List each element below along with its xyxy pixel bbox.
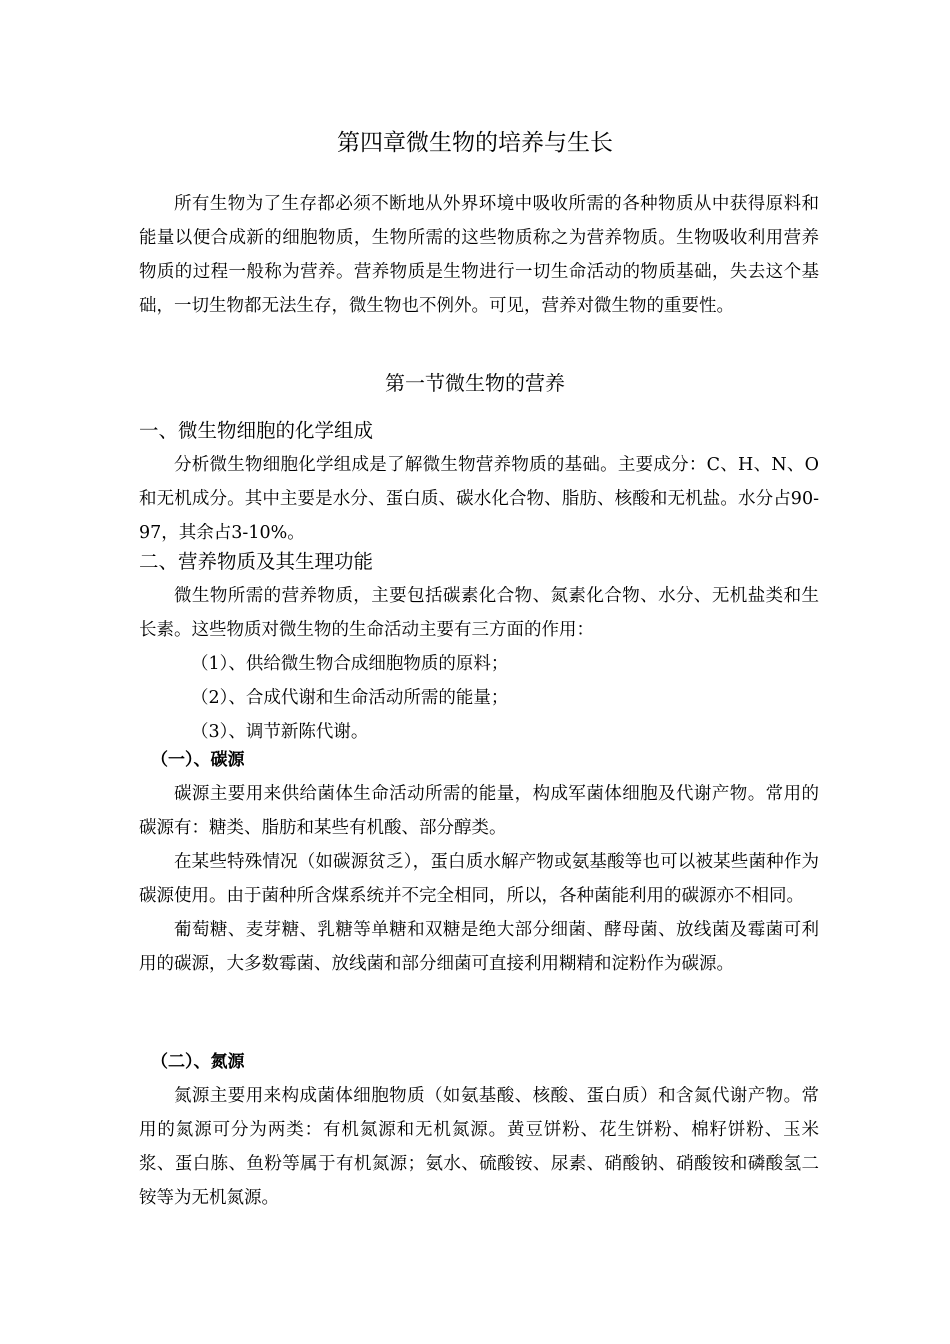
nitrogen-paragraph: 氮源主要用来构成菌体细胞物质（如氨基酸、核酸、蛋白质）和含氮代谢产物。常用的氮源可分为两类：有机氮源和无机氮源。黄豆饼粉、花生饼粉、棉籽饼粉、玉米浆、蛋白胨、鱼粉等属于有机氮源；氨水、硫酸铵、尿素、硝酸钠、硝酸铵和磷酸氢二铵等为无机氮源。 bbox=[139, 1086, 819, 1208]
nitrogen-heading: （二）、氮源 bbox=[151, 1052, 245, 1072]
part1-heading: 一、微生物细胞的化学组成 bbox=[139, 419, 374, 442]
part2-heading: 二、营养物质及其生理功能 bbox=[139, 550, 374, 573]
part2-paragraph: 微生物所需的营养物质，主要包括碳素化合物、氮素化合物、水分、无机盐类和生长素。这些物质对微生物的生命活动主要有三方面的作用： bbox=[139, 586, 819, 640]
function-item: （1）、供给微生物合成细胞物质的原料； bbox=[191, 654, 509, 674]
carbon-paragraph-1: 碳源主要用来供给菌体生命活动所需的能量，构成军菌体细胞及代谢产物。常用的碳源有：糖类、脂肪和某些有机酸、部分醇类。 bbox=[139, 784, 819, 838]
part2-block bbox=[139, 545, 819, 749]
carbon-paragraph-3: 葡萄糖、麦芽糖、乳糖等单糖和双糖是绝大部分细菌、酵母菌、放线菌及霉菌可利用的碳源，大多数霉菌、放线菌和部分细菌可直接利用糊精和淀粉作为碳源。 bbox=[139, 920, 819, 974]
carbon-paragraph-2: 在某些特殊情况（如碳源贫乏），蛋白质水解产物或氨基酸等也可以被某些菌种作为碳源使用。由于菌种所含煤系统并不完全相同，所以，各种菌能利用的碳源亦不相同。 bbox=[139, 852, 819, 906]
part1-paragraph: 分析微生物细胞化学组成是了解微生物营养物质的基础。主要成分：C、H、N、O和无机成分。其中主要是水分、蛋白质、碳水化合物、脂肪、核酸和无机盐。水分占90-97，其余占3-10%。 bbox=[139, 455, 819, 543]
function-item: （2）、合成代谢和生命活动所需的能量； bbox=[191, 688, 509, 708]
carbon-heading: （一）、碳源 bbox=[151, 750, 245, 770]
chapter-title: 第四章微生物的培养与生长 bbox=[337, 130, 613, 156]
intro-paragraph: 所有生物为了生存都必须不断地从外界环境中吸收所需的各种物质从中获得原料和能量以便合成新的细胞物质，生物所需的这些物质称之为营养物质。生物吸收利用营养物质的过程一般称为营养。营养物质是生物进行一切生命活动的物质基础，失去这个基础，一切生物都无法生存，微生物也不例外。可见，营养对微生物的重要性。 bbox=[139, 194, 819, 316]
part1-block bbox=[139, 414, 819, 550]
nitrogen-block bbox=[139, 1045, 819, 1215]
section-title: 第一节微生物的营养 bbox=[385, 371, 565, 395]
carbon-block bbox=[139, 743, 819, 981]
intro-block bbox=[139, 187, 819, 323]
function-item: （3）、调节新陈代谢。 bbox=[191, 722, 369, 742]
